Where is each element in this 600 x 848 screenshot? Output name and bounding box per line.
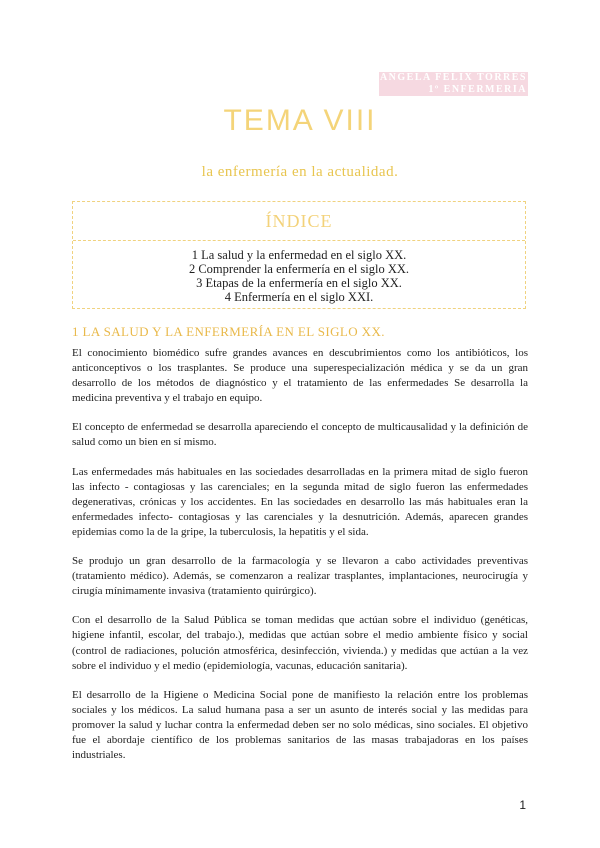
paragraph: El desarrollo de la Higiene o Medicina Social pone de manifiesto la relación entre los problemas sociales y los médicos. La salud humana pasa a ser un asunto de interés social y las medidas para promover la salud y luchar contra la enfermedad deben ser no solo médicas, sino sociales. El objetivo fue el abordaje científico de los problemas sanitarios de las masas trabajadoras en los países industriales. (72, 688, 528, 762)
body-text (72, 346, 528, 777)
page-title: TEMA VIII (223, 104, 377, 137)
index-heading: ÍNDICE (73, 202, 525, 241)
page-subtitle: la enfermería en la actualidad. (201, 164, 399, 180)
author-block (379, 72, 528, 96)
paragraph: Las enfermedades más habituales en las sociedades desarrolladas en la primera mitad de siglo fueron las infecto - contagiosas y las carenciales; en la segunda mitad de siglo fueron las enfermedades degenerativas, crónicas y los accidentes. En las sociedades en desarrollo las más habituales eran la enfermedades infecto- contagiosas y las carenciales y la desnutrición. Además, aparecen grandes epidemias como la de la gripe, la tuberculosis, la hepatitis y el sida. (72, 465, 528, 538)
author-name: ANGELA FELIX TORRES (379, 72, 527, 83)
index-item: 4 Enfermería en el siglo XXI. (224, 290, 374, 304)
paragraph: El concepto de enfermedad se desarrolla apareciendo el concepto de multicausalidad y la definición de salud como un bien en sí mismo. (72, 421, 528, 449)
paragraph: Se produjo un gran desarrollo de la farmacología y se llevaron a cabo actividades preventivas (tratamiento médico). Además, se comenzaron a realizar trasplantes, implantaciones, neurocirugía y cirugía mínimamente invasiva (tratamiento quirúrgico). (72, 555, 528, 598)
index-item: 3 Etapas de la enfermería en el siglo XX. (196, 276, 402, 290)
author-course: 1º ENFERMERIA (428, 84, 527, 95)
paragraph: Con el desarrollo de la Salud Pública se toman medidas que actúan sobre el individuo (genéticas, higiene infantil, escolar, del trabajo.), medidas que actúan sobre el medio ambiente físico y social (control de radiaciones, polución atmosférica, desinfección, vivienda.) y medidas que actúan a la vez sobre el individuo y el medio (epidemiología, vacunas, educación sanitaria). (72, 614, 528, 672)
index-list (73, 241, 525, 304)
index-item: 2 Comprender la enfermería en el siglo XX. (188, 262, 410, 276)
index-box (72, 201, 526, 309)
page-number: 1 (519, 798, 526, 812)
section-heading: 1 LA SALUD Y LA ENFERMERÍA EN EL SIGLO XX. (72, 324, 385, 339)
index-item: 1 La salud y la enfermedad en el siglo XX. (191, 248, 407, 262)
paragraph: El conocimiento biomédico sufre grandes avances en descubrimientos como los antibióticos, los anticonceptivos o los trasplantes. Se produce una superespecialización médica y se da un gran desarrollo de los métodos de diagnóstico y el tratamiento de las enfermedades Se desarrolla la medicina preventiva y el trabajo en equipo. (72, 347, 528, 405)
